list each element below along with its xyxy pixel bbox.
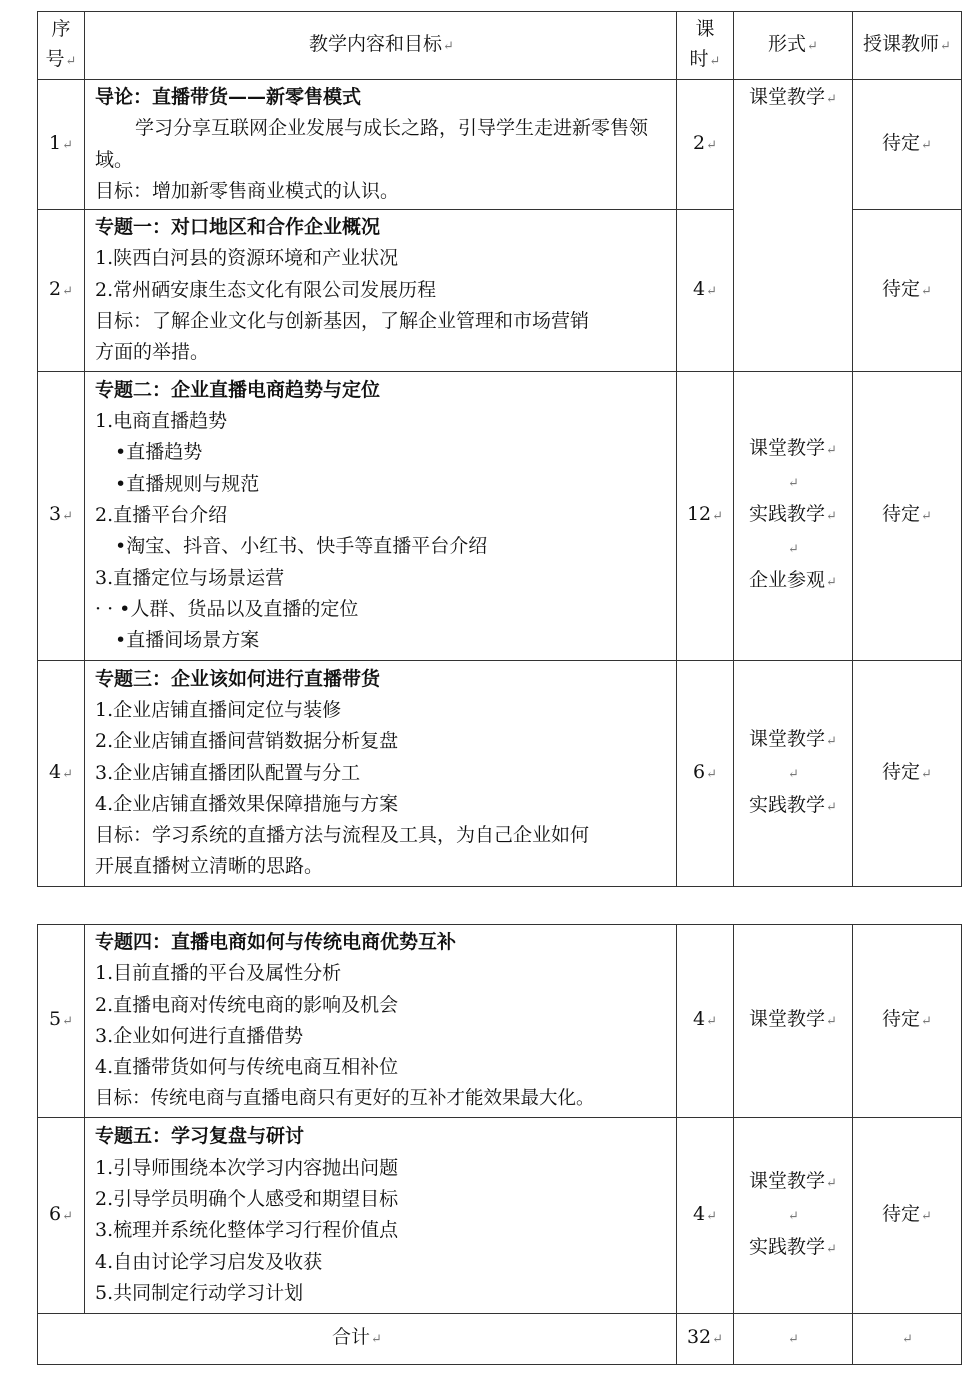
row-line: 4.自由讨论学习启发及收获	[95, 1250, 323, 1273]
row-line: 3.企业如何进行直播借势	[95, 1024, 304, 1047]
total-hours: 32↵	[677, 1313, 734, 1364]
header-teacher-text: 授课教师	[863, 32, 940, 55]
paragraph-mark: ↵	[807, 38, 818, 54]
total-teacher-empty: ↵	[853, 1313, 962, 1364]
row-content	[85, 371, 677, 660]
row-line: · · •人群、货品以及直播的定位	[95, 597, 359, 620]
row-hours: 6↵	[677, 660, 734, 886]
row-form: 课堂教学↵	[734, 925, 853, 1118]
row-line: 1.企业店铺直播间定位与装修	[95, 698, 342, 721]
row-content	[85, 925, 677, 1118]
row-number: 5↵	[38, 925, 85, 1118]
row-line: 开展直播树立清晰的思路。	[95, 855, 324, 878]
row-line: 1.目前直播的平台及属性分析	[95, 962, 342, 985]
row-title: 专题一：对口地区和合作企业概况	[95, 216, 381, 239]
row-teacher: 待定↵	[853, 210, 962, 371]
row-line: 2.常州硒安康生态文化有限公司发展历程	[95, 278, 437, 301]
table-row	[38, 1117, 962, 1313]
row-line: •直播规则与规范	[115, 472, 260, 495]
row-teacher: 待定↵	[853, 925, 962, 1118]
row-line: 3.梳理并系统化整体学习行程价值点	[95, 1219, 399, 1242]
row-title: 专题五：学习复盘与研讨	[95, 1125, 305, 1148]
row-title: 导论：直播带货——新零售模式	[95, 86, 362, 108]
schedule-table-part1	[37, 11, 962, 887]
row-line: 4.直播带货如何与传统电商互相补位	[95, 1056, 399, 1079]
row-title: 专题三：企业该如何进行直播带货	[95, 667, 381, 690]
row-teacher: 待定↵	[853, 660, 962, 886]
row-line: 4.企业店铺直播效果保障措施与方案	[95, 792, 399, 815]
row-description: 学习分享互联网企业发展与成长之路，引导学生走进新零售领域。	[95, 117, 649, 171]
total-form-empty: ↵	[734, 1313, 853, 1364]
header-content-text: 教学内容和目标	[309, 32, 443, 55]
row-title: 专题二：企业直播电商趋势与定位	[95, 378, 381, 401]
row-hours: 4↵	[677, 925, 734, 1118]
header-no-line1: 序	[51, 18, 71, 40]
row-line: 目标：学习系统的直播方法与流程及工具，为自己企业如何	[95, 824, 590, 847]
row-hours: 2↵	[677, 80, 734, 210]
paragraph-mark: ↵	[940, 38, 951, 54]
schedule-table-part2	[37, 924, 962, 1365]
row-form: 课堂教学↵ ↵ 实践教学↵	[734, 1117, 853, 1313]
row-line: 1.陕西白河县的资源环境和产业状况	[95, 247, 399, 270]
row-number: 2↵	[38, 210, 85, 371]
row-hours: 4↵	[677, 1117, 734, 1313]
row-content	[85, 1117, 677, 1313]
row-content	[85, 210, 677, 371]
header-teacher	[853, 12, 962, 80]
total-row	[38, 1313, 962, 1364]
row-teacher: 待定↵	[853, 80, 962, 210]
row-line: 5.共同制定行动学习计划	[95, 1281, 304, 1304]
paragraph-mark: ↵	[65, 54, 77, 69]
row-line: •直播间场景方案	[115, 629, 260, 652]
row-line: •直播趋势	[115, 441, 203, 464]
row-line: 方面的举措。	[95, 341, 210, 364]
row-number: 6↵	[38, 1117, 85, 1313]
row-number: 4↵	[38, 660, 85, 886]
table-row	[38, 371, 962, 660]
row-teacher: 待定↵	[853, 1117, 962, 1313]
row-line: 2.直播平台介绍	[95, 504, 228, 527]
row-title: 专题四：直播电商如何与传统电商优势互补	[95, 931, 457, 953]
row-form-merged: 课堂教学↵	[734, 80, 853, 372]
table-row	[38, 925, 962, 1118]
row-content	[85, 80, 677, 210]
table-row	[38, 660, 962, 886]
header-form-text: 形式	[768, 32, 807, 55]
row-line: 3.直播定位与场景运营	[95, 566, 285, 589]
total-label: 合计↵	[38, 1313, 677, 1364]
paragraph-mark: ↵	[443, 38, 454, 54]
header-no-line2: 号	[45, 48, 65, 70]
row-hours: 12↵	[677, 371, 734, 660]
row-number: 3↵	[38, 371, 85, 660]
row-line: 目标：了解企业文化与创新基因，了解企业管理和市场营销	[95, 310, 590, 333]
row-line: 1.引导师围绕本次学习内容抛出问题	[95, 1156, 399, 1179]
paragraph-mark: ↵	[709, 54, 721, 69]
header-form	[734, 12, 853, 80]
row-line: 2.引导学员明确个人感受和期望目标	[95, 1187, 399, 1210]
header-content	[85, 12, 677, 80]
row-hours: 4↵	[677, 210, 734, 371]
row-goal: 目标：增加新零售商业模式的认识。	[95, 179, 400, 202]
row-line: 3.企业店铺直播团队配置与分工	[95, 761, 361, 784]
row-line: 1.电商直播趋势	[95, 410, 228, 433]
row-form: 课堂教学↵ ↵ 实践教学↵	[734, 660, 853, 886]
row-form: 课堂教学↵ ↵ 实践教学↵ ↵ 企业参观↵	[734, 371, 853, 660]
row-teacher: 待定↵	[853, 371, 962, 660]
table-row	[38, 80, 962, 210]
header-hours	[677, 12, 734, 80]
header-no	[38, 12, 85, 80]
row-number: 1↵	[38, 80, 85, 210]
row-line: 2.企业店铺直播间营销数据分析复盘	[95, 730, 399, 753]
row-content	[85, 660, 677, 886]
header-hours-line1: 课	[695, 18, 715, 40]
header-hours-line2: 时	[689, 48, 709, 70]
table-header-row	[38, 12, 962, 80]
row-line: •淘宝、抖音、小红书、快手等直播平台介绍	[115, 535, 488, 558]
row-goal: 目标：传统电商与直播电商只有更好的互补才能效果最大化。	[95, 1088, 595, 1110]
row-line: 2.直播电商对传统电商的影响及机会	[95, 993, 399, 1016]
